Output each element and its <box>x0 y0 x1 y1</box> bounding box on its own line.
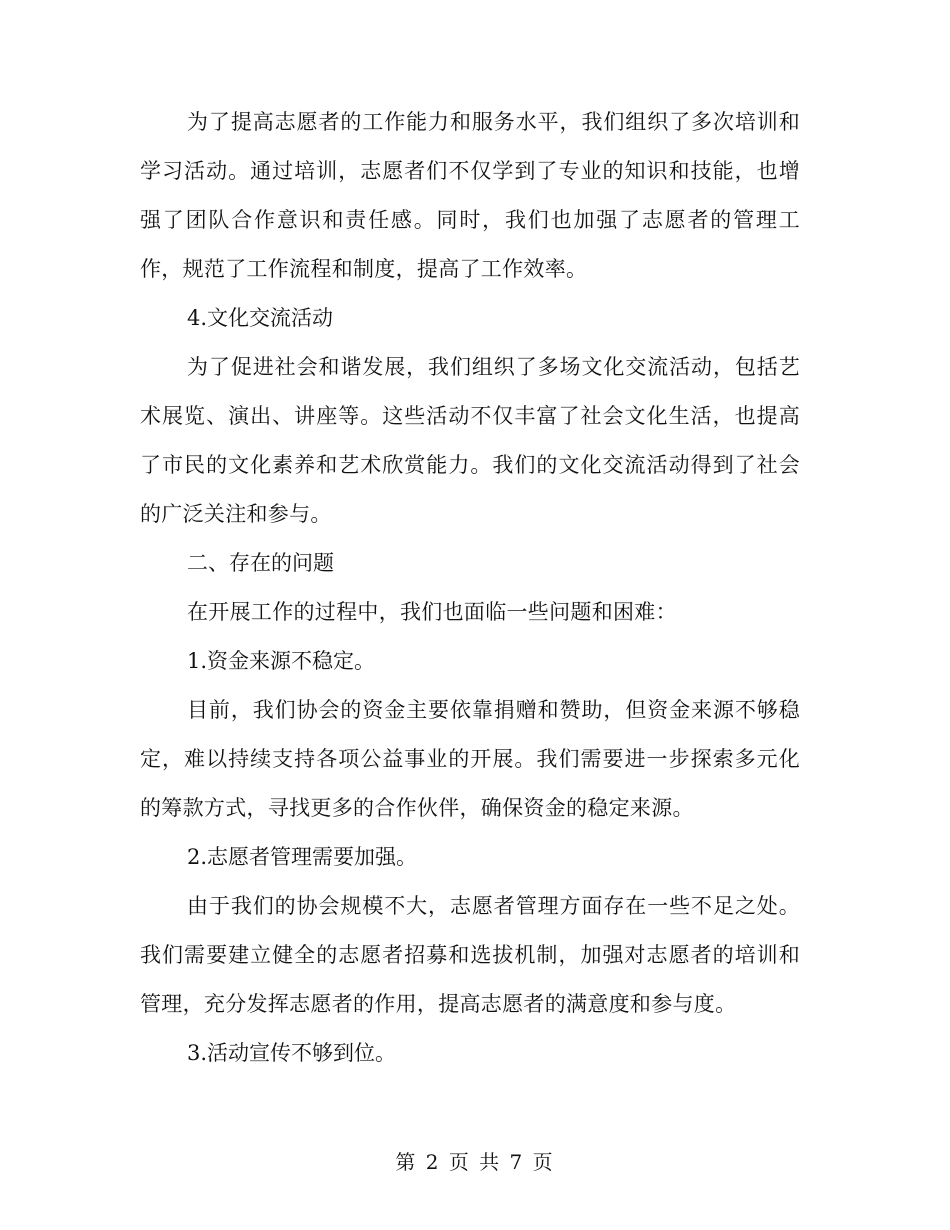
paragraph-funding: 目前，我们协会的资金主要依靠捐赠和赞助，但资金来源不够稳定，难以持续支持各项公益事业的开展。我们需要进一步探索多元化的筹款方式，寻找更多的合作伙伴，确保资金的稳定来源。 <box>140 698 800 820</box>
problem-heading-publicity: 3.活动宣传不够到位。 <box>187 1041 397 1065</box>
paragraph-volunteer-management: 由于我们的协会规模不大，志愿者管理方面存在一些不足之处。我们需要建立健全的志愿者招募和选拔机制，加强对志愿者的培训和管理，充分发挥志愿者的作用，提高志愿者的满意度和参与度。 <box>140 894 800 1016</box>
paragraph-volunteer-training: 为了提高志愿者的工作能力和服务水平，我们组织了多次培训和学习活动。通过培训，志愿者们不仅学到了专业的知识和技能，也增强了团队合作意识和责任感。同时，我们也加强了志愿者的管理工作，规范了工作流程和制度，提高了工作效率。 <box>140 110 800 281</box>
paragraph-cultural-exchange: 为了促进社会和谐发展，我们组织了多场文化交流活动，包括艺术展览、演出、讲座等。这些活动不仅丰富了社会文化生活，也提高了市民的文化素养和艺术欣赏能力。我们的文化交流活动得到了社会的广泛关注和参与。 <box>140 355 800 526</box>
page-number-footer: 第 2 页 共 7 页 <box>395 1150 555 1174</box>
paragraph-problems-intro: 在开展工作的过程中，我们也面临一些问题和困难： <box>187 600 677 624</box>
problem-heading-funding: 1.资金来源不稳定。 <box>187 649 376 673</box>
section-heading-existing-problems: 二、存在的问题 <box>187 551 334 575</box>
section-heading-cultural-exchange: 4.文化交流活动 <box>187 306 334 330</box>
document-body <box>140 98 800 1078</box>
problem-heading-volunteer-management: 2.志愿者管理需要加强。 <box>187 845 418 869</box>
